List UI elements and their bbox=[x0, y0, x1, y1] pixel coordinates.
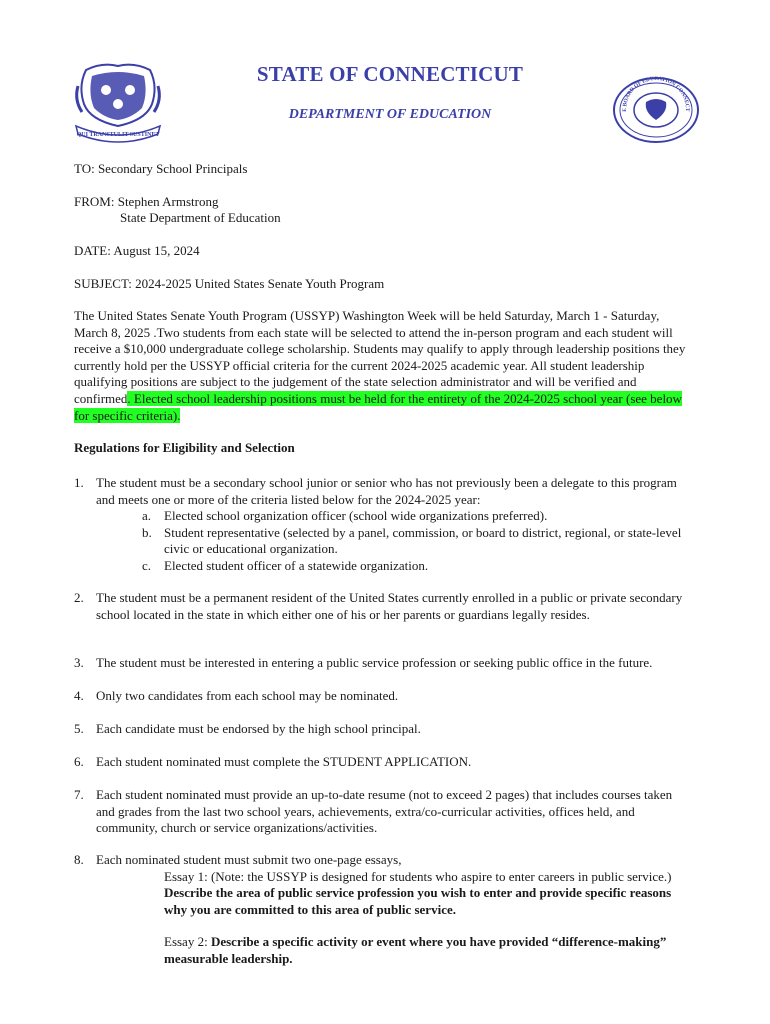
memo-from-org: State Department of Education bbox=[120, 210, 281, 225]
list-item bbox=[74, 721, 694, 738]
item-number: 1. bbox=[74, 475, 84, 490]
item-text: Each student nominated must complete the STUDENT APPLICATION. bbox=[96, 754, 472, 769]
item-number: 2. bbox=[74, 590, 84, 605]
intro-text: The United States Senate Youth Program (USSYP) Washington Week will be held Saturday, March 1 - Saturday, March 8, 2025 .Two students from each state will be selected to attend the in-person program and each student will receive a $10,000 undergraduate college scholarship. Students may qualify to apply through leadership positions they currently hold per the USSYP official criteria for the current 2024-2025 academic year. All student leadership qualifying positions are subject to the judgement of the state selection administrator and will be verified and confirmed bbox=[74, 308, 686, 406]
memo-date: DATE: August 15, 2024 bbox=[74, 243, 200, 258]
item-number: 7. bbox=[74, 787, 84, 802]
essay-1-note: Essay 1: (Note: the USSYP is designed for students who aspire to enter careers in public service.) bbox=[164, 868, 672, 884]
sub-item: c. Elected student officer of a statewide organization. bbox=[142, 557, 429, 573]
highlighted-requirement: . Elected school leadership positions must be held for the entirety of the 2024-2025 school year (see below for specific criteria). bbox=[74, 390, 682, 423]
essay-1-prompt: Describe the area of public service profession you wish to enter and provide specific reasons why you are committed to this area of public service. bbox=[164, 885, 672, 917]
item-number: 6. bbox=[74, 754, 84, 769]
memo-subject: SUBJECT: 2024-2025 United States Senate Youth Program bbox=[74, 276, 385, 291]
list-item bbox=[74, 475, 694, 575]
item-text: The student must be a permanent resident of the United States currently enrolled in a public or private secondary school located in the state in which either one of his or her parents or guardians legally resides. bbox=[96, 590, 683, 622]
list-item bbox=[74, 655, 694, 672]
sub-item: b. Student representative (selected by a panel, commission, or board to district, regional, or state-level civic or educational organization. bbox=[142, 524, 682, 557]
essay-2-label: Essay 2: bbox=[164, 934, 211, 950]
department-subtitle: DEPARTMENT OF EDUCATION bbox=[288, 107, 492, 122]
item-text: Each candidate must be endorsed by the high school principal. bbox=[96, 721, 421, 736]
regulations-heading: Regulations for Eligibility and Selection bbox=[74, 440, 295, 455]
item-text: Only two candidates from each school may be nominated. bbox=[96, 688, 399, 703]
item-text: The student must be interested in entering a public service profession or seeking public office in the future. bbox=[96, 655, 653, 670]
essay-2-prompt: Describe a specific activity or event where you have provided “difference-making” measurable leadership. bbox=[164, 934, 667, 966]
item-number: 8. bbox=[74, 852, 84, 867]
list-item bbox=[74, 754, 694, 771]
memo-from: FROM: Stephen Armstrong bbox=[74, 194, 219, 209]
list-item bbox=[74, 852, 694, 968]
memo-to: TO: Secondary School Principals bbox=[74, 161, 248, 176]
list-item bbox=[74, 688, 694, 705]
list-item bbox=[74, 787, 694, 837]
connecticut-state-seal-icon bbox=[72, 60, 164, 146]
item-text: The student must be a secondary school junior or senior who has not previously been a delegate to this program and meets one or more of the criteria listed below for the 2024-2025 year: bbox=[96, 475, 677, 507]
page-title: STATE OF CONNECTICUT bbox=[256, 62, 524, 86]
seal-ring-text: E BOARD OF EDUCATION CONNECT bbox=[621, 76, 691, 112]
item-text: Each student nominated must provide an up-to-date resume (not to exceed 2 pages) that includes courses taken and grades from the last two school years, achievements, extra/co-curricular activities, offices held, and community, church or service organizations/activities. bbox=[96, 787, 673, 836]
intro-paragraph bbox=[74, 308, 694, 424]
sub-item: a. Elected school organization officer (school wide organizations preferred). bbox=[142, 508, 548, 524]
item-number: 5. bbox=[74, 721, 84, 736]
state-board-of-education-seal-icon bbox=[612, 76, 700, 144]
item-text: Each nominated student must submit two one-page essays, bbox=[96, 852, 402, 867]
essay-2 bbox=[164, 934, 694, 967]
seal-motto: QUI TRANSTULIT SUSTINET bbox=[76, 132, 160, 138]
item-number: 4. bbox=[74, 688, 84, 703]
item-number: 3. bbox=[74, 655, 84, 670]
list-item bbox=[74, 590, 694, 623]
essay-1 bbox=[164, 869, 694, 919]
